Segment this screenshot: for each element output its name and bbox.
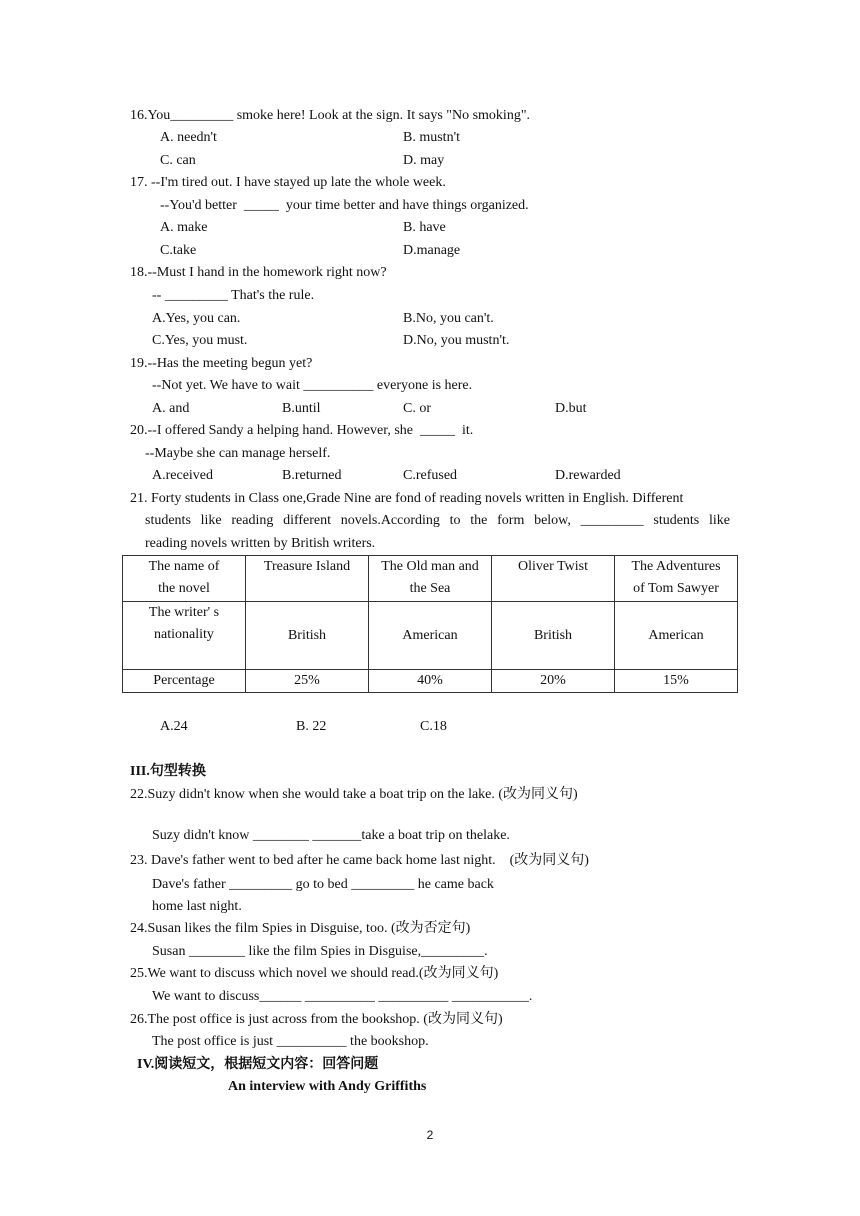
percentage-value: 25%	[294, 673, 320, 688]
section-4-heading: IV.阅读短文，根据短文内容：回答问题	[137, 1057, 379, 1072]
q24-stem: 24.Susan likes the film Spies in Disguise, too. (改为否定句)	[130, 921, 471, 936]
q23-answer-line-2: home last night.	[152, 899, 242, 914]
header-tom-sawyer-line-1: The Adventures	[631, 559, 721, 574]
q20-stem: 20.--I offered Sandy a helping hand. However, she _____ it.	[130, 423, 474, 438]
header-old-man-line-2: the Sea	[409, 581, 451, 596]
header-treasure-island: Treasure Island	[263, 559, 351, 574]
novel-form-table	[122, 555, 738, 693]
q18-option-b: B.No, you can't.	[403, 311, 494, 326]
table-cell	[615, 556, 738, 602]
section-3-heading: III.句型转换	[130, 764, 206, 779]
table-cell	[615, 670, 738, 693]
nationality-value: British	[287, 627, 327, 643]
q21-line-3: reading novels written by British writers.	[145, 536, 376, 551]
table-cell	[123, 556, 246, 602]
q19-option-a: A. and	[152, 401, 190, 416]
table-cell	[123, 670, 246, 693]
row-percentage-label: Percentage	[153, 673, 215, 688]
q16-option-c: C. can	[160, 153, 196, 168]
page-number: 2	[426, 1128, 434, 1142]
q26-stem: 26.The post office is just across from the bookshop. (改为同义句)	[130, 1012, 503, 1027]
q18-option-d: D.No, you mustn't.	[403, 333, 510, 348]
percentage-value: 15%	[663, 673, 689, 688]
q19-option-b: B.until	[282, 401, 321, 416]
table-cell	[615, 602, 738, 670]
q20-option-c: C.refused	[403, 468, 458, 483]
q17-option-d: D.manage	[403, 243, 461, 258]
q21-option-c: C.18	[420, 719, 447, 734]
q18-option-a: A.Yes, you can.	[152, 311, 241, 326]
table-cell	[246, 556, 369, 602]
nationality-value: American	[648, 627, 704, 643]
table-cell	[492, 670, 615, 693]
nationality-value: American	[402, 627, 458, 643]
q16-stem: 16.You_________ smoke here! Look at the sign. It says "No smoking".	[130, 108, 531, 123]
q21-line-2: students like reading different novels.According to the form below, _________ students like	[145, 513, 730, 528]
table-cell	[246, 602, 369, 670]
q25-stem: 25.We want to discuss which novel we should read.(改为同义句)	[130, 966, 499, 981]
q18-option-c: C.Yes, you must.	[152, 333, 248, 348]
q16-option-d: D. may	[403, 153, 445, 168]
q21-option-b: B. 22	[296, 719, 327, 734]
q26-answer: The post office is just __________ the bookshop.	[152, 1034, 429, 1049]
header-oliver-twist: Oliver Twist	[518, 559, 588, 574]
row-nationality-line-2: nationality	[154, 627, 214, 642]
percentage-value: 20%	[540, 673, 566, 688]
table-cell	[369, 556, 492, 602]
q17-option-c: C.take	[160, 243, 197, 258]
table-cell	[123, 602, 246, 670]
nationality-value: British	[533, 627, 573, 643]
header-novel-name-line-2: the novel	[158, 581, 210, 596]
q20-option-d: D.rewarded	[555, 468, 621, 483]
q18-stem: 18.--Must I hand in the homework right now?	[130, 265, 387, 280]
q19-option-c: C. or	[403, 401, 431, 416]
table-cell	[369, 670, 492, 693]
header-old-man-line-1: The Old man and	[381, 559, 479, 574]
table-cell	[492, 556, 615, 602]
table-cell	[492, 602, 615, 670]
q20-option-b: B.returned	[282, 468, 342, 483]
q16-option-a: A. needn't	[160, 130, 217, 145]
row-nationality-line-1: The writer' s	[148, 605, 220, 620]
q18-reply: -- _________ That's the rule.	[152, 288, 315, 303]
q23-stem: 23. Dave's father went to bed after he came back home last night. (改为同义句)	[130, 853, 589, 868]
table-row	[123, 556, 738, 602]
q22-answer: Suzy didn't know ________ _______take a boat trip on thelake.	[152, 828, 510, 843]
reading-title: An interview with Andy Griffiths	[228, 1079, 427, 1094]
q24-answer: Susan ________ like the film Spies in Disguise,_________.	[152, 944, 488, 959]
q21-option-a: A.24	[160, 719, 188, 734]
q17-reply: --You'd better _____ your time better and have things organized.	[160, 198, 529, 213]
header-tom-sawyer-line-2: of Tom Sawyer	[633, 581, 719, 596]
table-cell	[369, 602, 492, 670]
table-cell	[246, 670, 369, 693]
q22-stem: 22.Suzy didn't know when she would take a boat trip on the lake. (改为同义句)	[130, 787, 578, 802]
header-novel-name-line-1: The name of	[148, 559, 220, 574]
q19-reply: --Not yet. We have to wait __________ everyone is here.	[152, 378, 473, 393]
q25-answer: We want to discuss______ __________ __________ ___________.	[152, 989, 533, 1004]
q19-option-d: D.but	[555, 401, 587, 416]
percentage-value: 40%	[417, 673, 443, 688]
q21-line-1: 21. Forty students in Class one,Grade Nine are fond of reading novels written in English. Different	[130, 491, 684, 506]
q20-option-a: A.received	[152, 468, 214, 483]
q19-stem: 19.--Has the meeting begun yet?	[130, 356, 313, 371]
q17-option-a: A. make	[160, 220, 208, 235]
q23-answer-line-1: Dave's father _________ go to bed _________ he came back	[152, 877, 494, 892]
table-row	[123, 670, 738, 693]
table-row	[123, 602, 738, 670]
q20-reply: --Maybe she can manage herself.	[145, 446, 331, 461]
q17-option-b: B. have	[403, 220, 446, 235]
q17-stem: 17. --I'm tired out. I have stayed up late the whole week.	[130, 175, 446, 190]
q16-option-b: B. mustn't	[403, 130, 460, 145]
